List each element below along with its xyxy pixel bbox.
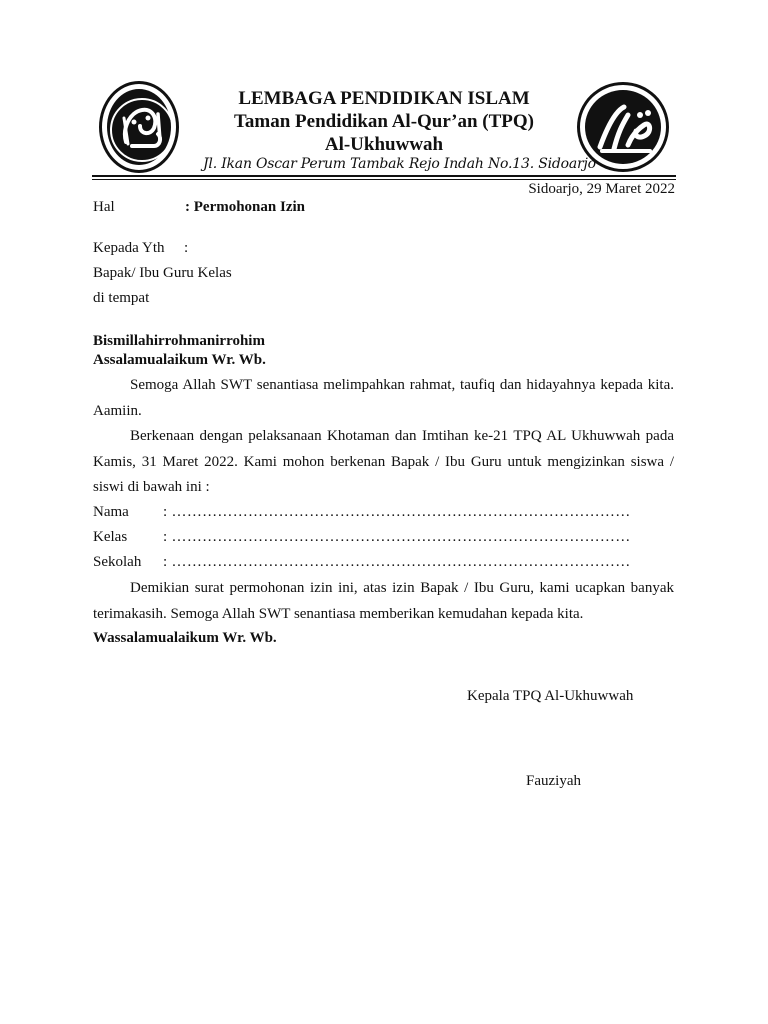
logo-left <box>99 81 179 173</box>
closing-greeting: Wassalamualaikum Wr. Wb. <box>93 630 277 646</box>
school-title: Taman Pendidikan Al-Qur’an (TPQ) <box>233 111 534 132</box>
recipient-line-1: Bapak/ Ibu Guru Kelas <box>93 265 232 281</box>
header-rule-thin <box>92 179 676 180</box>
paragraph-2-text: Berkenaan dengan pelaksanaan Khotaman dan Imtihan ke-21 TPQ AL Ukhuwwah pada Kamis, 31 Maret 2022. Kami mohon berkenan Bapak / Ibu Guru untuk mengizinkan siswa / siswi di bawah ini : <box>93 428 674 495</box>
paragraph-1 <box>93 373 674 424</box>
recipient-label: Kepada Yth <box>93 240 165 256</box>
school-name: Al-Ukhuwwah <box>324 134 444 155</box>
paragraph-1-text: Semoga Allah SWT senantiasa melimpahkan rahmat, taufiq dan hidayahnya kepada kita. Aamiin. <box>93 377 674 419</box>
header-rule-thick <box>92 175 676 177</box>
field-kelas-label: Kelas <box>93 529 128 545</box>
paragraph-3 <box>93 576 674 627</box>
place-date: Sidoarjo, 29 Maret 2022 <box>528 181 675 197</box>
opening-basmalah: Bismillahirrohmanirrohim <box>93 333 265 349</box>
paragraph-2 <box>93 424 674 501</box>
field-sekolah-label: Sekolah <box>93 554 142 570</box>
signature-name: Fauziyah <box>526 773 581 789</box>
institution-title: LEMBAGA PENDIDIKAN ISLAM <box>238 88 530 109</box>
field-nama-value: : ……………………………………………………………………………… <box>163 504 631 520</box>
recipient-line-2: di tempat <box>93 290 150 306</box>
paragraph-3-text: Demikian surat permohonan izin ini, atas izin Bapak / Ibu Guru, kami ucapkan banyak terimakasih. Semoga Allah SWT senantiasa memberikan kemudahan kepada kita. <box>93 580 674 622</box>
recipient-colon: : <box>184 240 189 256</box>
subject-value: : Permohonan Izin <box>185 199 305 215</box>
opening-greeting: Assalamualaikum Wr. Wb. <box>93 352 266 368</box>
field-nama-label: Nama <box>93 504 129 520</box>
field-kelas-value: : ……………………………………………………………………………… <box>163 529 631 545</box>
signature-title: Kepala TPQ Al-Ukhuwwah <box>467 688 634 704</box>
logo-left-calligraphy <box>102 84 182 176</box>
school-address: Jl. Ikan Oscar Perum Tambak Rejo Indah No.13. Sidoarjo <box>203 156 596 172</box>
subject-label: Hal <box>93 199 115 215</box>
field-sekolah-value: : ……………………………………………………………………………… <box>163 554 631 570</box>
